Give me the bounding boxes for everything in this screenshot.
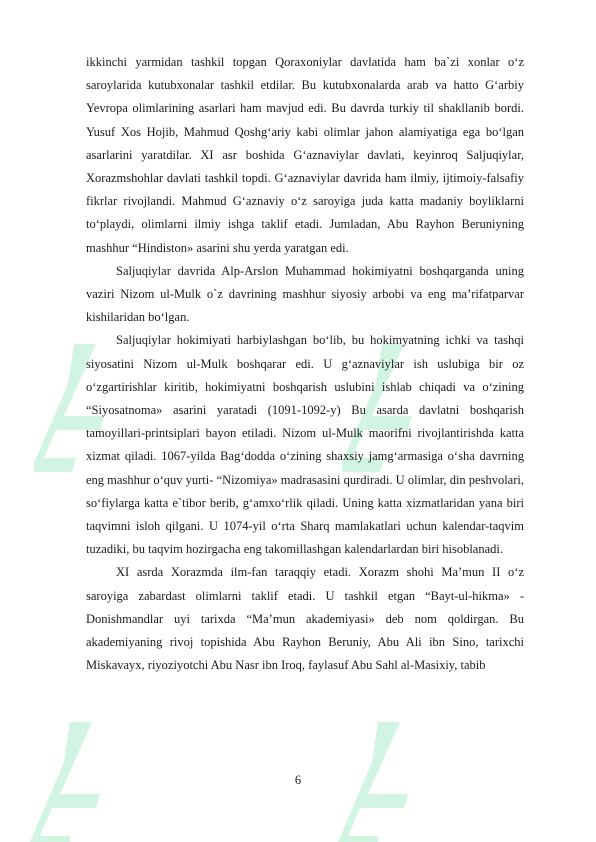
paragraph-2: Saljuqiylar davrida Alp-Arslon Muhammad hokimiyatni boshqarganda uning vaziri Nizom ul-Mulk o`z davrining mashhur siyosiy arbobi va eng ma’rifatparvar kishilaridan bo‘lgan.: [86, 263, 524, 325]
paragraph-1: ikkinchi yarmidan tashkil topgan Qoraxoniylar davlatida ham ba`zi xonlar o‘z saroylarida kutubxonalar tashkil etdilar. Bu kutubxonalarda arab va hatto G‘arbiy Yevropa olimlarining asarlari ham mavjud edi. Bu davrda turkiy til shakllanib bordi. Yusuf Xos Hojib, Mahmud Qoshg‘ariy kabi olimlar jahon alamiyatiga ega bo‘lgan asarlarini yaratdilar. XI asr boshida G‘aznaviylar davlati, keyinroq Saljuqiylar, Xorazmshohlar davlati tashkil topdi. G‘aznaviylar davrida ham ilmiy, ijtimoiy-falsafiy fikrlar rivojlandi. Mahmud G‘aznaviy o‘z saroyiga juda katta madaniy boyliklarni to‘playdi, olimlarni ilmiy ishga taklif etadi. Jumladan, Abu Rayhon Beruniyning mashhur “Hindiston» asarini shu yerda yaratgan edi.: [86, 55, 524, 255]
paragraph-3: Saljuqiylar hokimiyati harbiylashgan bo‘lib, bu hokimyatning ichki va tashqi siyosatini Nizom ul-Mulk boshqarar edi. U g‘aznaviylar ish uslubiga bir oz o‘zgartirishlar kiritib, hokimiyatni boshqarish uslubini ishlab chiqadi va o‘zining “Siyosatnoma» asarini yaratadi (1091-1092-y) Bu asarda davlatni boshqarish tamoyillari-printsiplari bayon etiladi. Nizom ul-Mulk maorifni rivojlantirishda katta xizmat qiladi. 1067-yilda Bag‘dodda o‘zining shaxsiy jamg‘armasiga o‘sha davrning eng mashhur o‘quv yurti- “Nizomiya» madrasasini qurdiradi. U olimlar, din peshvolari, so‘fiylarga katta e`tibor berib, g‘amxo‘rlik qiladi. Uning katta xizmatlaridan yana biri taqvimni isloh qilgani. U 1074-yil o‘rta Sharq mamlakatlari uchun kalendar-taqvim tuzadiki, bu taqvim hozirgacha eng takomillashgan kalendarlardan biri hisoblanadi.: [86, 333, 524, 557]
page-number: 6: [294, 773, 302, 787]
body-text: [86, 51, 524, 677]
paragraph-4: XI asrda Xorazmda ilm-fan taraqqiy etadi. Xorazm shohi Ma’mun II o‘z saroyiga zabardast olimlarni taklif etadi. U tashkil etgan “Bayt-ul-hikma» - Donishmandlar uyi tarixda “Ma’mun akademiyasi» deb nom qoldirgan. Bu akademiyaning rivoj topishida Abu Rayhon Beruniy, Abu Ali ibn Sino, tarixchi Miskavayx, riyoziyotchi Abu Nasr ibn Iroq, faylasuf Abu Sahl al-Masixiy, tabib: [86, 565, 524, 673]
